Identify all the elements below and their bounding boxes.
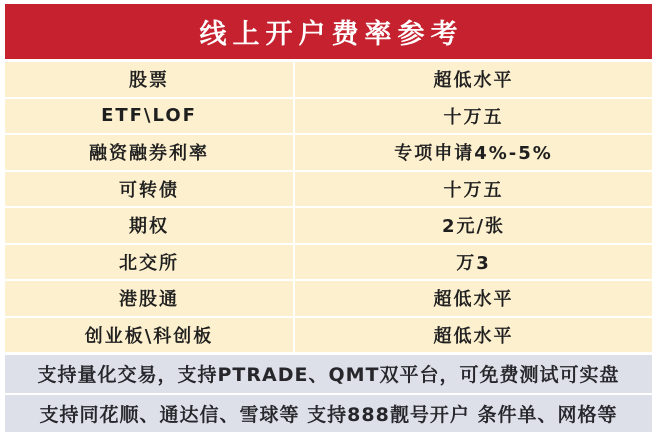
footer-notes (5, 355, 652, 432)
fee-rate-value: 十万五 (295, 172, 652, 207)
fee-item-label: 北交所 (5, 245, 293, 280)
fee-item-label: 创业板\科创板 (5, 318, 293, 353)
fee-table (5, 62, 652, 352)
fee-item-label: 港股通 (5, 281, 293, 316)
fee-item-label: 可转债 (5, 172, 293, 207)
fee-rate-value: 十万五 (295, 99, 652, 134)
title-banner (5, 4, 652, 59)
page-title: 线上开户费率参考 (199, 19, 464, 50)
fee-item-label: 股票 (5, 62, 293, 97)
fee-item-label: ETF\LOF (5, 99, 293, 134)
fee-rate-value: 超低水平 (295, 318, 652, 353)
fee-rate-value: 专项申请4%-5% (295, 135, 652, 170)
fee-rate-value: 2元/张 (295, 208, 652, 243)
footnote-quant-trading: 支持量化交易，支持PTRADE、QMT双平台，可免费测试可实盘 (5, 355, 652, 393)
fee-item-label: 融资融券利率 (5, 135, 293, 170)
fee-rate-value: 超低水平 (295, 281, 652, 316)
fee-item-label: 期权 (5, 208, 293, 243)
fee-rate-value: 万3 (295, 245, 652, 280)
footnote-software-support: 支持同花顺、通达信、雪球等 支持888靓号开户 条件单、网格等 (5, 395, 652, 433)
fee-rate-value: 超低水平 (295, 62, 652, 97)
